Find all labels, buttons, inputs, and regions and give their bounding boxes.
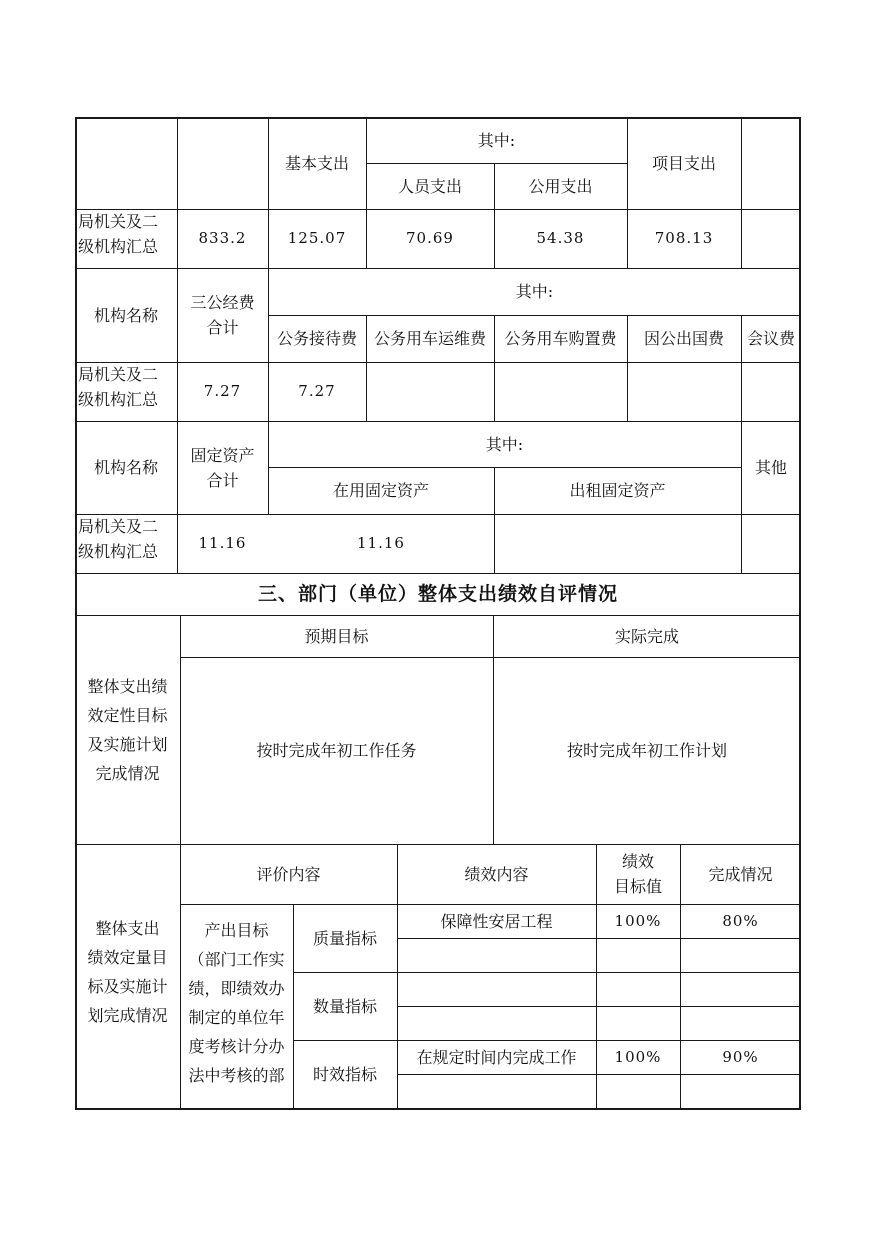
cell-personnel: 70.69: [406, 229, 454, 247]
col-header-car-maint: 公务用车运维费: [373, 329, 486, 348]
col-header-in-use: 在用固定资产: [332, 481, 429, 500]
target-value-line1: 绩效: [621, 852, 654, 871]
row2-target: [596, 938, 680, 972]
col-header-org-name: 机构名称: [93, 305, 158, 325]
expected-target-header: 预期目标: [304, 626, 369, 646]
cell-in-use: 11.16: [357, 534, 405, 552]
fixed-assets-total-line1: 固定资产: [190, 445, 255, 465]
col-header-among: 其中:: [515, 282, 554, 301]
col-header-personnel: 人员支出: [397, 176, 462, 196]
three-public-total-line1: 三公经费: [190, 293, 255, 312]
row2-content: [397, 938, 596, 972]
row-name-line1: 局机关及二: [78, 365, 159, 384]
output-line6: 法中考核的部: [188, 1066, 285, 1085]
section-title: 三、部门（单位）整体支出绩效自评情况: [257, 582, 618, 605]
cell-project: 708.13: [654, 229, 714, 247]
cell-reception: 7.27: [298, 382, 336, 400]
cell-basic: 125.07: [287, 229, 347, 247]
qualitative-label-line2: 效定性目标: [87, 705, 168, 725]
col-header-org-name: 机构名称: [93, 458, 158, 477]
row-name-line2: 级机构汇总: [78, 390, 159, 409]
col-header-project: 项目支出: [651, 153, 716, 173]
actual-completion-header: 实际完成: [614, 626, 679, 646]
col-header-abroad: 因公出国费: [643, 329, 724, 348]
output-line3: 绩，即绩效办: [188, 979, 285, 998]
quantitative-label-line3: 标及实施计: [87, 977, 168, 996]
three-public-total-line2: 合计: [206, 318, 239, 337]
col-header-among: 其中:: [477, 130, 516, 150]
col-header-rented: 出租固定资产: [569, 481, 666, 500]
row3-content: [397, 972, 596, 1006]
qualitative-label-line1: 整体支出绩: [87, 676, 168, 696]
fixed-assets-total-line2: 合计: [206, 470, 239, 490]
col-header-completion: 完成情况: [708, 864, 773, 884]
table-border-bottom: [75, 1108, 801, 1110]
row1-content: 保障性安居工程: [440, 911, 553, 931]
row-name: [76, 209, 178, 268]
cell-fixed-assets-total: 11.16: [198, 534, 247, 552]
cell-three-public-total: 7.27: [203, 382, 242, 400]
quality-indicator: 质量指标: [312, 928, 377, 948]
col-header-three-public-total: [177, 268, 268, 362]
col-header-basic: 基本支出: [284, 153, 349, 173]
output-line1: 产出目标: [204, 921, 269, 940]
grid-line: [741, 117, 742, 269]
col-header-other: 其他: [754, 458, 787, 477]
row1-done: 80%: [722, 911, 759, 930]
row-name: [76, 362, 178, 421]
row-name-line2: 级机构汇总: [78, 237, 159, 256]
col-header-among: 其中:: [485, 434, 524, 454]
quantitative-label-line2: 绩效定量目: [87, 948, 168, 967]
row4-done: [680, 1006, 801, 1040]
output-line4: 制定的单位年: [188, 1008, 285, 1027]
col-header-fixed-assets-total: [177, 421, 268, 514]
col-header-eval-content: 评价内容: [256, 864, 321, 884]
col-header-meeting: 会议费: [746, 329, 795, 348]
col-header-perf-content: 绩效内容: [464, 864, 529, 884]
output-target-label: [180, 916, 293, 1108]
col-header-car-purchase: 公务用车购置费: [504, 329, 617, 348]
row-name: [76, 514, 178, 573]
qualitative-label: [75, 615, 180, 844]
quantitative-label: [75, 904, 180, 1040]
quantitative-label-line1: 整体支出: [95, 919, 160, 938]
row5-target: 100%: [614, 1047, 662, 1066]
row-name-line1: 局机关及二: [78, 517, 159, 536]
qualitative-label-line4: 完成情况: [95, 763, 160, 783]
row6-content: [397, 1074, 596, 1108]
timeliness-indicator: 时效指标: [312, 1064, 377, 1084]
row4-content: [397, 1006, 596, 1040]
row-name-line2: 级机构汇总: [78, 542, 159, 561]
row4-target: [596, 1006, 680, 1040]
row3-done: [680, 972, 801, 1006]
expected-target-text: 按时完成年初工作任务: [256, 741, 417, 760]
target-value-line2: 目标值: [613, 877, 662, 896]
row6-target: [596, 1074, 680, 1108]
row-name-line1: 局机关及二: [78, 212, 159, 231]
row6-done: [680, 1074, 801, 1108]
output-line5: 度考核计分办: [188, 1037, 285, 1056]
row1-target: 100%: [614, 911, 662, 930]
col-header-public-use: 公用支出: [528, 176, 593, 196]
quantity-indicator: 数量指标: [312, 996, 377, 1016]
output-line2: （部门工作实: [188, 950, 285, 969]
col-header-reception: 公务接待费: [276, 329, 357, 348]
cell-total: 833.2: [198, 229, 247, 247]
col-header-target-value: [596, 844, 680, 904]
row3-target: [596, 972, 680, 1006]
row5-content: 在规定时间内完成工作: [416, 1047, 577, 1067]
qualitative-label-line3: 及实施计划: [87, 734, 168, 754]
row5-done: 90%: [722, 1047, 759, 1066]
cell-public-use: 54.38: [536, 229, 585, 247]
actual-completion-text: 按时完成年初工作计划: [566, 741, 727, 760]
row2-done: [680, 938, 801, 972]
quantitative-label-line4: 划完成情况: [87, 1006, 168, 1025]
